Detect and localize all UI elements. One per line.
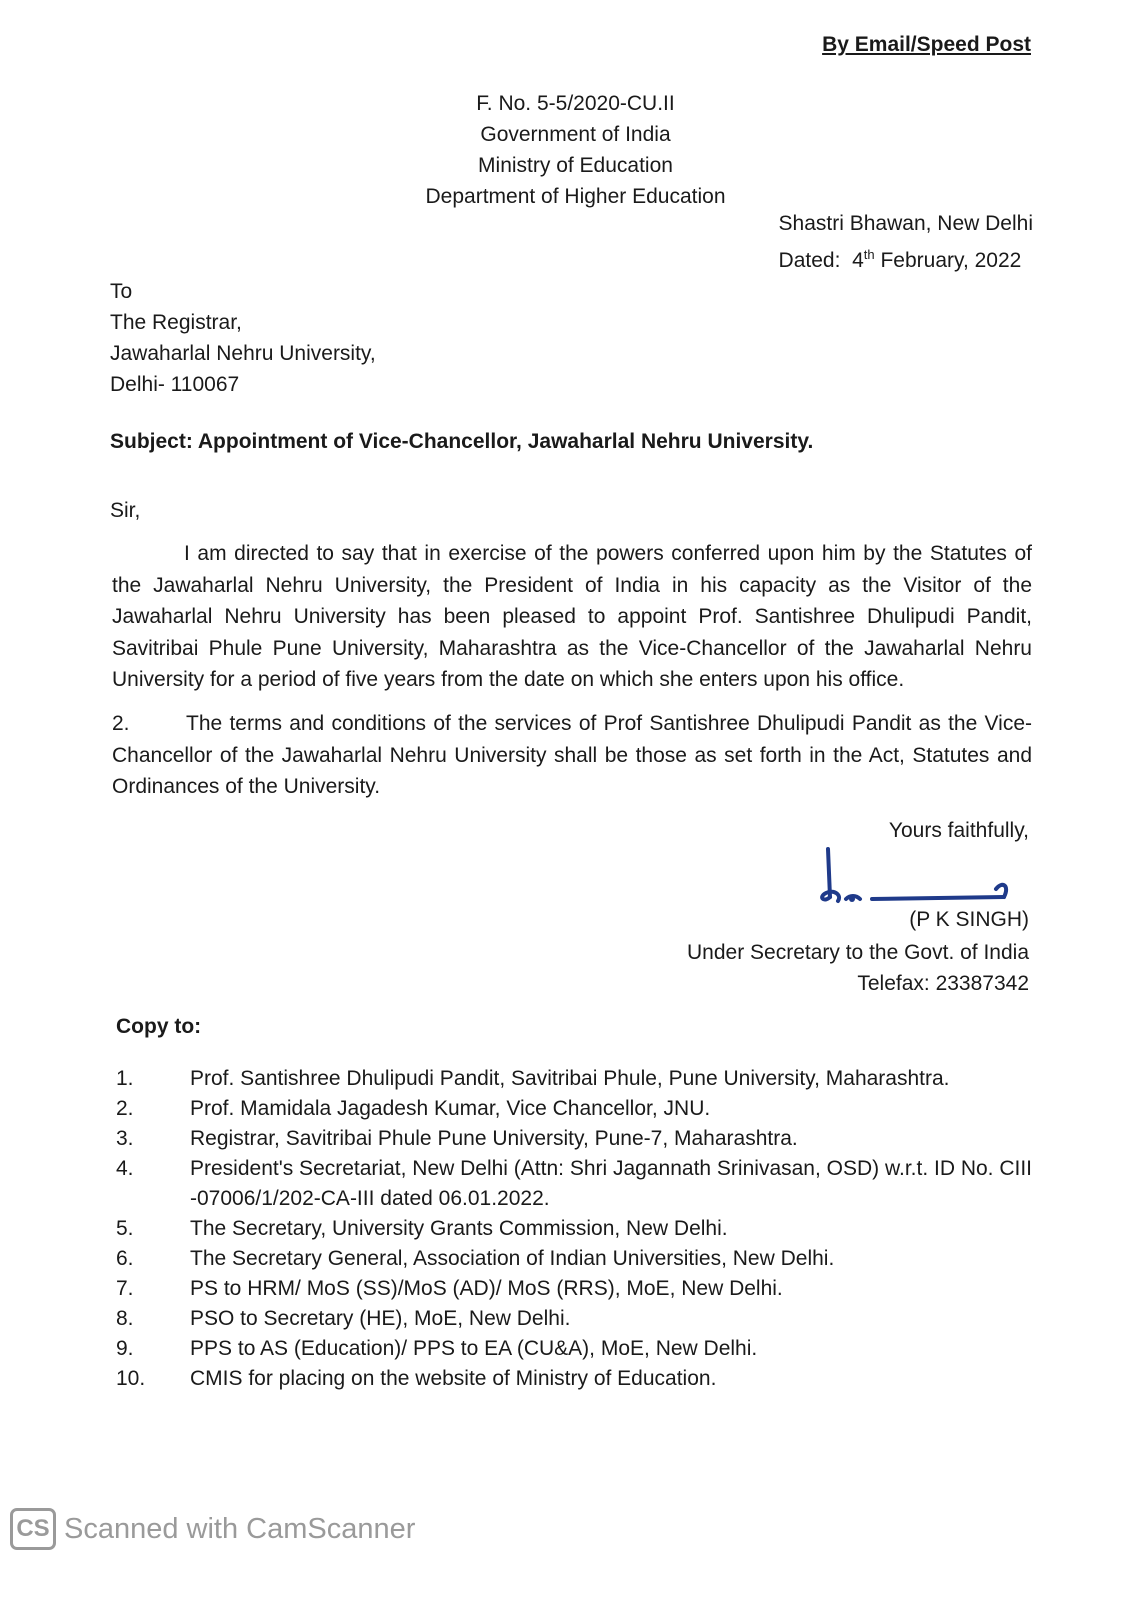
camscanner-logo-icon: CS [10, 1508, 56, 1550]
list-item [116, 1244, 1046, 1274]
list-item-number: 4. [116, 1157, 134, 1180]
copy-to-list [116, 1064, 1046, 1394]
list-item-text: Prof. Santishree Dhulipudi Pandit, Savitribai Phule, Pune University, Maharashtra. [190, 1067, 950, 1090]
list-item-number: 3. [116, 1127, 134, 1150]
list-item [116, 1274, 1046, 1304]
list-item-text: CMIS for placing on the website of Ministry of Education. [190, 1367, 717, 1390]
list-item [116, 1304, 1046, 1334]
date-line [779, 239, 1033, 276]
list-item-number: 5. [116, 1217, 134, 1240]
paragraph-number: 2. [112, 712, 130, 735]
addressee-line: Jawaharlal Nehru University, [110, 342, 376, 365]
list-item-number: 2. [116, 1097, 134, 1120]
salutation: Sir, [110, 499, 141, 522]
list-item-text: The Secretary, University Grants Commission, New Delhi. [190, 1217, 728, 1240]
list-item-text: President's Secretariat, New Delhi (Attn: Shri Jagannath Srinivasan, OSD) w.r.t. ID No. CIII -07006/1/202-CA-III dated 06.01.2022. [190, 1157, 1033, 1210]
addressee-to: To [110, 280, 133, 303]
copy-to-heading: Copy to: [116, 1015, 202, 1038]
signatory-designation: Under Secretary to the Govt. of India [686, 941, 1029, 964]
list-item-text: Registrar, Savitribai Phule Pune University, Pune-7, Maharashtra. [190, 1127, 798, 1150]
camscanner-watermark [10, 1508, 415, 1550]
list-item-text: PPS to AS (Education)/ PPS to EA (CU&A), MoE, New Delhi. [190, 1337, 758, 1360]
list-item-text: Prof. Mamidala Jagadesh Kumar, Vice Chancellor, JNU. [190, 1097, 711, 1120]
list-item [116, 1094, 1046, 1124]
date-day: 4 [852, 249, 864, 272]
list-item [116, 1334, 1046, 1364]
subject-line: Subject: Appointment of Vice-Chancellor, Jawaharlal Nehru University. [110, 430, 814, 453]
letter-header [0, 88, 1141, 212]
paragraph-1: I am directed to say that in exercise of the powers conferred upon him by the Statutes of the Jawaharlal Nehru University, the President of India in his capacity as the Visitor of the Jawaharlal Nehru University has been pleased to appoint Prof. Santishree Dhulipudi Pandit, Savitribai Phule Pune University, Maharashtra as the Vice-Chancellor of the Jawaharlal Nehru University for a period of five years from the date on which she enters upon his office. [112, 542, 1032, 691]
addressee-line: The Registrar, [110, 311, 242, 334]
list-item-text: PS to HRM/ MoS (SS)/MoS (AD)/ MoS (RRS), MoE, New Delhi. [190, 1277, 783, 1300]
list-item [116, 1214, 1046, 1244]
list-item [116, 1364, 1046, 1394]
list-item [116, 1124, 1046, 1154]
ministry-name: Ministry of Education [478, 154, 673, 177]
delivery-mode: By Email/Speed Post [822, 33, 1031, 56]
list-item [116, 1154, 1046, 1214]
place-and-date [779, 208, 1033, 276]
list-item-number: 8. [116, 1307, 134, 1330]
date-rest: February, 2022 [880, 249, 1022, 272]
list-item [116, 1064, 1046, 1094]
file-number: F. No. 5-5/2020-CU.II [476, 92, 675, 115]
paragraph-2-text: The terms and conditions of the services of Prof Santishree Dhulipudi Pandit as the Vice-Chancellor of the Jawaharlal Nehru University shall be those as set forth in the Act, Statutes and Ordinances of the University. [112, 712, 1032, 798]
list-item-number: 7. [116, 1277, 134, 1300]
closing: Yours faithfully, [888, 819, 1029, 842]
addressee-line: Delhi- 110067 [110, 373, 240, 396]
watermark-text: Scanned with CamScanner [64, 1513, 416, 1545]
list-item-number: 1. [116, 1067, 134, 1090]
list-item-number: 9. [116, 1337, 134, 1360]
list-item-number: 6. [116, 1247, 134, 1270]
signatory-telefax: Telefax: 23387342 [857, 972, 1029, 995]
place: Shastri Bhawan, New Delhi [778, 212, 1033, 235]
date-label: Dated: [778, 249, 841, 272]
signatory-name: (P K SINGH) [909, 908, 1029, 931]
department-name: Department of Higher Education [425, 185, 726, 208]
addressee-block [110, 276, 376, 400]
list-item-number: 10. [116, 1367, 146, 1390]
paragraph-2 [112, 708, 1032, 803]
list-item-text: PSO to Secretary (HE), MoE, New Delhi. [190, 1307, 571, 1330]
date-suffix: th [863, 247, 875, 262]
list-item-text: The Secretary General, Association of Indian Universities, New Delhi. [190, 1247, 835, 1270]
government-name: Government of India [480, 123, 671, 146]
